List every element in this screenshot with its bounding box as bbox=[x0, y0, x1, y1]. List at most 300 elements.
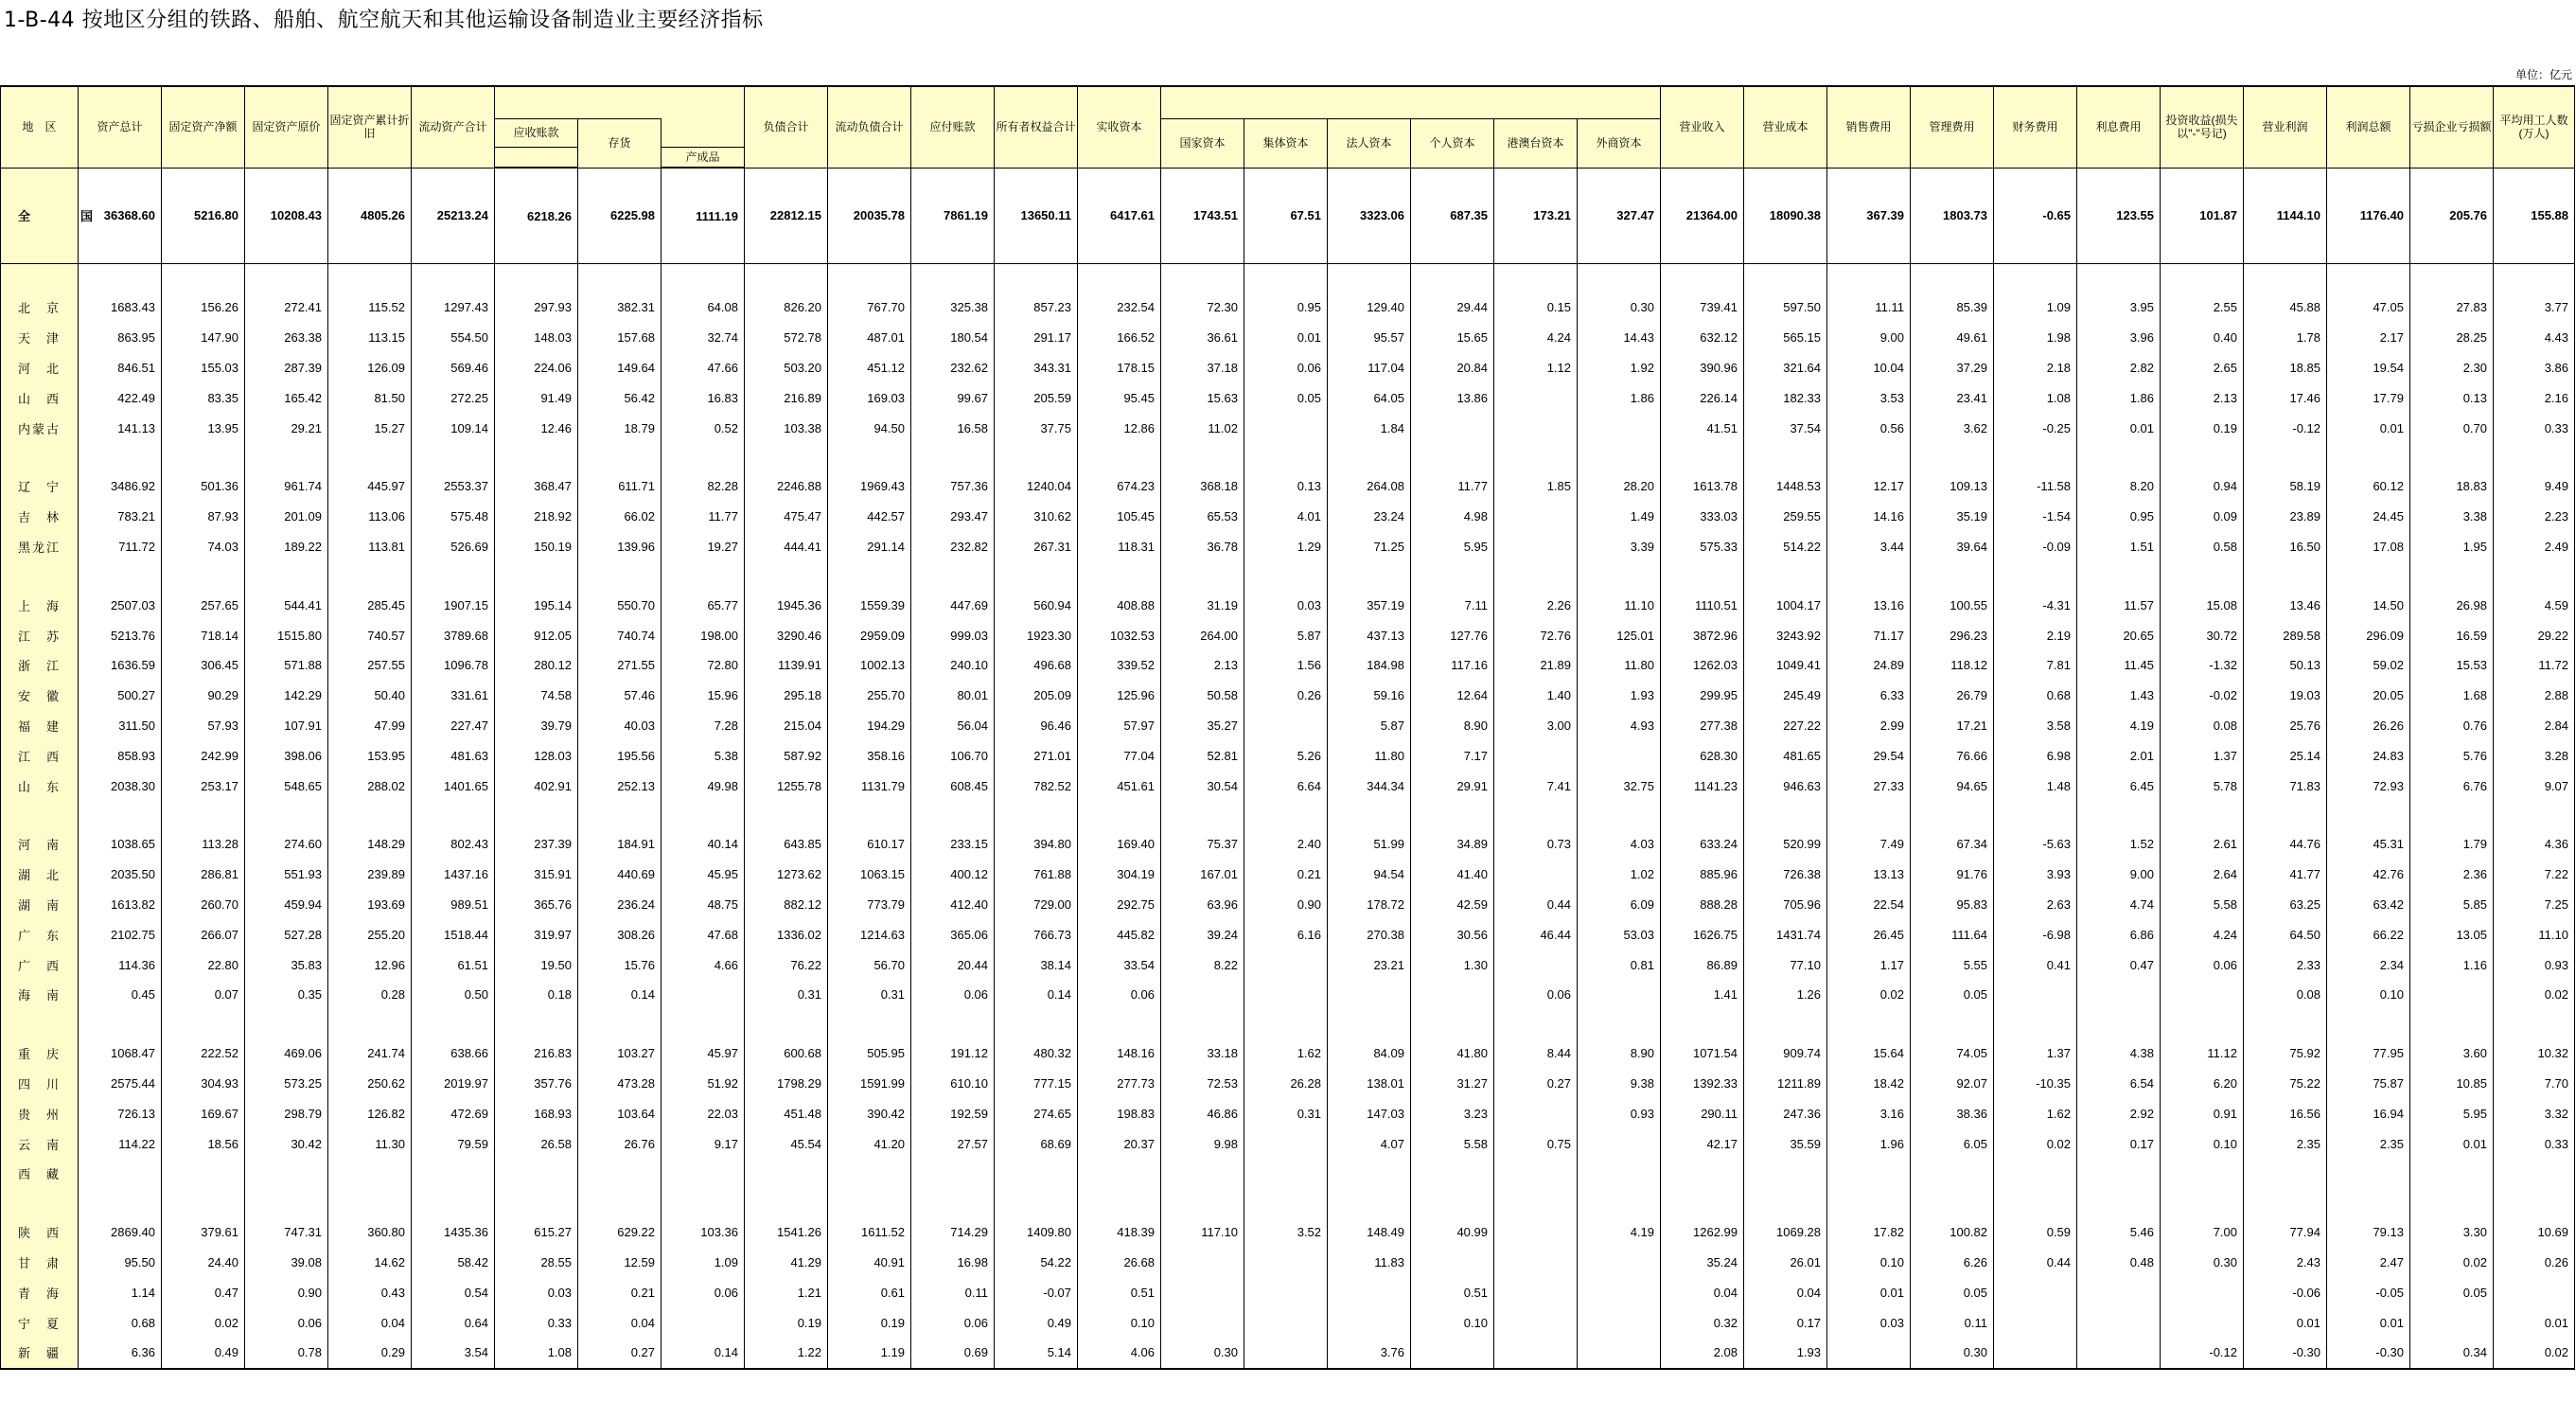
cell-c15: 0.13 bbox=[1244, 471, 1328, 502]
cell-c19: 4.19 bbox=[1578, 1217, 1661, 1248]
cell-c25: 0.48 bbox=[2077, 1248, 2161, 1278]
cell-c2 bbox=[162, 1159, 245, 1189]
cell-c5: 25213.24 bbox=[412, 168, 495, 264]
cell-c28: 2.34 bbox=[2327, 949, 2410, 980]
cell-c17: 0.51 bbox=[1411, 1277, 1494, 1307]
cell-c3: 0.90 bbox=[245, 1277, 328, 1307]
cell-c14: 72.53 bbox=[1161, 1069, 1244, 1099]
cell-c4: 239.89 bbox=[328, 860, 412, 890]
cell-c11: 232.82 bbox=[911, 532, 995, 562]
cell-c14: 30.54 bbox=[1161, 771, 1244, 801]
region-name: 安 徽 bbox=[1, 681, 79, 711]
cell-c24: 6.98 bbox=[1994, 740, 2077, 771]
cell-c15 bbox=[1244, 949, 1328, 980]
cell-c27: 0.01 bbox=[2244, 1307, 2327, 1338]
cell-c7: 56.42 bbox=[578, 382, 662, 413]
cell-c5: 61.51 bbox=[412, 949, 495, 980]
cell-c1: 2575.44 bbox=[79, 1069, 162, 1099]
cell-c25: 123.55 bbox=[2077, 168, 2161, 264]
cell-c7: 740.74 bbox=[578, 620, 662, 650]
cell-c2: 83.35 bbox=[162, 382, 245, 413]
cell-c10 bbox=[828, 1159, 911, 1189]
cell-c23: 49.61 bbox=[1911, 323, 1994, 353]
cell-c15 bbox=[1244, 1307, 1328, 1338]
spacer-row bbox=[1, 1010, 2575, 1038]
cell-c4: 193.69 bbox=[328, 890, 412, 920]
cell-c12: 310.62 bbox=[995, 502, 1078, 532]
cell-c18 bbox=[1494, 1248, 1578, 1278]
cell-c17: 1.30 bbox=[1411, 949, 1494, 980]
cell-c7: 57.46 bbox=[578, 681, 662, 711]
cell-c8: 1.09 bbox=[662, 1248, 745, 1278]
cell-c15 bbox=[1244, 1159, 1328, 1189]
cell-c15: 1.29 bbox=[1244, 532, 1328, 562]
cell-c19: 53.03 bbox=[1578, 919, 1661, 949]
cell-c22: 22.54 bbox=[1827, 890, 1911, 920]
cell-c24: 0.68 bbox=[1994, 681, 2077, 711]
table-row bbox=[1, 1128, 2575, 1159]
cell-c18 bbox=[1494, 502, 1578, 532]
cell-c13: 445.82 bbox=[1078, 919, 1161, 949]
cell-c23: 26.79 bbox=[1911, 681, 1994, 711]
cell-c30: 4.59 bbox=[2494, 590, 2575, 620]
cell-c2: 74.03 bbox=[162, 532, 245, 562]
cell-c7: 550.70 bbox=[578, 590, 662, 620]
cell-c3: 1515.80 bbox=[245, 620, 328, 650]
cell-c10: 20035.78 bbox=[828, 168, 911, 264]
cell-c2: 501.36 bbox=[162, 471, 245, 502]
cell-c27: 44.76 bbox=[2244, 829, 2327, 860]
cell-c19 bbox=[1578, 980, 1661, 1010]
cell-c28: 2.47 bbox=[2327, 1248, 2410, 1278]
cell-c2: 13.95 bbox=[162, 413, 245, 443]
cell-c16: 147.03 bbox=[1328, 1098, 1411, 1128]
header-operating-cost: 营业成本 bbox=[1744, 86, 1827, 168]
cell-c3: 189.22 bbox=[245, 532, 328, 562]
cell-c5 bbox=[412, 1159, 495, 1189]
cell-c28: 42.76 bbox=[2327, 860, 2410, 890]
cell-c7: 236.24 bbox=[578, 890, 662, 920]
cell-c16: 264.08 bbox=[1328, 471, 1411, 502]
cell-c11: 233.15 bbox=[911, 829, 995, 860]
cell-c25: 0.17 bbox=[2077, 1128, 2161, 1159]
cell-c21: 1211.89 bbox=[1744, 1069, 1827, 1099]
cell-c22 bbox=[1827, 1159, 1911, 1189]
cell-c13: 169.40 bbox=[1078, 829, 1161, 860]
cell-c20: 888.28 bbox=[1661, 890, 1744, 920]
cell-c21: 1004.17 bbox=[1744, 590, 1827, 620]
cell-c17 bbox=[1411, 413, 1494, 443]
cell-c25: 6.54 bbox=[2077, 1069, 2161, 1099]
cell-c12: 1923.30 bbox=[995, 620, 1078, 650]
cell-c6: 402.91 bbox=[495, 771, 578, 801]
region-name: 广 西 bbox=[1, 949, 79, 980]
cell-c9: 1255.78 bbox=[745, 771, 828, 801]
cell-c11: 0.11 bbox=[911, 1277, 995, 1307]
cell-c23: 17.21 bbox=[1911, 711, 1994, 741]
table-row bbox=[1, 532, 2575, 562]
cell-c9: 882.12 bbox=[745, 890, 828, 920]
cell-c9: 45.54 bbox=[745, 1128, 828, 1159]
header-investment-income: 投资收益(损失以"-"号记) bbox=[2161, 86, 2244, 168]
cell-c27: 41.77 bbox=[2244, 860, 2327, 890]
cell-c7: 66.02 bbox=[578, 502, 662, 532]
cell-c30: 9.07 bbox=[2494, 771, 2575, 801]
cell-c22: 7.49 bbox=[1827, 829, 1911, 860]
cell-c17: 29.44 bbox=[1411, 293, 1494, 323]
cell-c16 bbox=[1328, 1159, 1411, 1189]
table-row bbox=[1, 949, 2575, 980]
cell-c5: 79.59 bbox=[412, 1128, 495, 1159]
header-selling-expenses: 销售费用 bbox=[1827, 86, 1911, 168]
cell-c8: 15.96 bbox=[662, 681, 745, 711]
cell-c26: 0.06 bbox=[2161, 949, 2244, 980]
cell-c14: 39.24 bbox=[1161, 919, 1244, 949]
cell-c17: 7.17 bbox=[1411, 740, 1494, 771]
cell-c21: 18090.38 bbox=[1744, 168, 1827, 264]
header-accounts-payable: 应付账款 bbox=[911, 86, 995, 168]
cell-c7: 308.26 bbox=[578, 919, 662, 949]
cell-c6: 148.03 bbox=[495, 323, 578, 353]
cell-c1: 311.50 bbox=[79, 711, 162, 741]
cell-c10: 194.29 bbox=[828, 711, 911, 741]
cell-c27: 23.89 bbox=[2244, 502, 2327, 532]
table-row bbox=[1, 1338, 2575, 1369]
cell-c23: 6.26 bbox=[1911, 1248, 1994, 1278]
cell-c22: 13.13 bbox=[1827, 860, 1911, 890]
cell-c14: 35.27 bbox=[1161, 711, 1244, 741]
cell-c19: 125.01 bbox=[1578, 620, 1661, 650]
cell-c13: 20.37 bbox=[1078, 1128, 1161, 1159]
cell-c27: 1.78 bbox=[2244, 323, 2327, 353]
cell-c21: 1448.53 bbox=[1744, 471, 1827, 502]
cell-c25: 2.01 bbox=[2077, 740, 2161, 771]
cell-c9: 0.19 bbox=[745, 1307, 828, 1338]
cell-c26: 0.58 bbox=[2161, 532, 2244, 562]
cell-c25: 0.01 bbox=[2077, 413, 2161, 443]
cell-c9: 22812.15 bbox=[745, 168, 828, 264]
cell-c4: 740.57 bbox=[328, 620, 412, 650]
cell-c10: 451.12 bbox=[828, 353, 911, 383]
cell-c27: 2.35 bbox=[2244, 1128, 2327, 1159]
cell-c12: 0.14 bbox=[995, 980, 1078, 1010]
cell-c17: 127.76 bbox=[1411, 620, 1494, 650]
cell-c28: 0.10 bbox=[2327, 980, 2410, 1010]
cell-c26: 0.09 bbox=[2161, 502, 2244, 532]
cell-c20 bbox=[1661, 1159, 1744, 1189]
cell-c10: 773.79 bbox=[828, 890, 911, 920]
cell-c30: 2.84 bbox=[2494, 711, 2575, 741]
cell-c14: 63.96 bbox=[1161, 890, 1244, 920]
cell-c22: 0.03 bbox=[1827, 1307, 1911, 1338]
cell-c9: 295.18 bbox=[745, 681, 828, 711]
cell-c9: 451.48 bbox=[745, 1098, 828, 1128]
cell-c19 bbox=[1578, 1307, 1661, 1338]
region-name: 陕 西 bbox=[1, 1217, 79, 1248]
cell-c20: 86.89 bbox=[1661, 949, 1744, 980]
cell-c25: 8.20 bbox=[2077, 471, 2161, 502]
cell-c3: 263.38 bbox=[245, 323, 328, 353]
cell-c14: 75.37 bbox=[1161, 829, 1244, 860]
cell-c23: 1803.73 bbox=[1911, 168, 1994, 264]
cell-c5: 331.61 bbox=[412, 681, 495, 711]
cell-c18: 0.06 bbox=[1494, 980, 1578, 1010]
cell-c17: 40.99 bbox=[1411, 1217, 1494, 1248]
cell-c28: 17.08 bbox=[2327, 532, 2410, 562]
cell-c7: 26.76 bbox=[578, 1128, 662, 1159]
cell-c2: 24.40 bbox=[162, 1248, 245, 1278]
cell-c14: 0.30 bbox=[1161, 1338, 1244, 1369]
cell-c16: 148.49 bbox=[1328, 1217, 1411, 1248]
cell-c4: 12.96 bbox=[328, 949, 412, 980]
cell-c11: 325.38 bbox=[911, 293, 995, 323]
cell-c22: 15.64 bbox=[1827, 1038, 1911, 1069]
cell-c1: 2102.75 bbox=[79, 919, 162, 949]
cell-c30: 11.72 bbox=[2494, 650, 2575, 681]
cell-c17 bbox=[1411, 1248, 1494, 1278]
cell-c19: 4.93 bbox=[1578, 711, 1661, 741]
cell-c29 bbox=[2410, 1307, 2494, 1338]
cell-c26 bbox=[2161, 1277, 2244, 1307]
cell-c18: 1.85 bbox=[1494, 471, 1578, 502]
cell-c24 bbox=[1994, 1338, 2077, 1369]
cell-c8: 65.77 bbox=[662, 590, 745, 620]
cell-c25: 1.43 bbox=[2077, 681, 2161, 711]
cell-c23: 111.64 bbox=[1911, 919, 1994, 949]
cell-c27: 16.50 bbox=[2244, 532, 2327, 562]
cell-c19: 9.38 bbox=[1578, 1069, 1661, 1099]
cell-c30: 4.43 bbox=[2494, 323, 2575, 353]
cell-c9: 103.38 bbox=[745, 413, 828, 443]
cell-c4: 14.62 bbox=[328, 1248, 412, 1278]
cell-c29: 1.79 bbox=[2410, 829, 2494, 860]
cell-c27: 18.85 bbox=[2244, 353, 2327, 383]
cell-c9: 76.22 bbox=[745, 949, 828, 980]
cell-c5: 989.51 bbox=[412, 890, 495, 920]
cell-c11: 412.40 bbox=[911, 890, 995, 920]
cell-c23: 0.11 bbox=[1911, 1307, 1994, 1338]
cell-c9: 826.20 bbox=[745, 293, 828, 323]
cell-c4: 257.55 bbox=[328, 650, 412, 681]
cell-c10: 1131.79 bbox=[828, 771, 911, 801]
cell-c13: 26.68 bbox=[1078, 1248, 1161, 1278]
cell-c11: 180.54 bbox=[911, 323, 995, 353]
cell-c16: 3323.06 bbox=[1328, 168, 1411, 264]
cell-c18 bbox=[1494, 1277, 1578, 1307]
cell-c18: 46.44 bbox=[1494, 919, 1578, 949]
cell-c8: 32.74 bbox=[662, 323, 745, 353]
cell-c9: 1541.26 bbox=[745, 1217, 828, 1248]
cell-c19: 28.20 bbox=[1578, 471, 1661, 502]
cell-c12: 560.94 bbox=[995, 590, 1078, 620]
statistics-table bbox=[0, 85, 2575, 1370]
cell-c5: 3.54 bbox=[412, 1338, 495, 1369]
cell-c1: 711.72 bbox=[79, 532, 162, 562]
cell-c13: 118.31 bbox=[1078, 532, 1161, 562]
cell-c24: 1.09 bbox=[1994, 293, 2077, 323]
table-row bbox=[1, 681, 2575, 711]
cell-c29: 5.76 bbox=[2410, 740, 2494, 771]
cell-c30: 10.32 bbox=[2494, 1038, 2575, 1069]
cell-c21: 514.22 bbox=[1744, 532, 1827, 562]
cell-c7: 0.14 bbox=[578, 980, 662, 1010]
cell-c2: 0.02 bbox=[162, 1307, 245, 1338]
cell-c20: 632.12 bbox=[1661, 323, 1744, 353]
cell-c12: 480.32 bbox=[995, 1038, 1078, 1069]
cell-c8 bbox=[662, 980, 745, 1010]
cell-c11: 610.10 bbox=[911, 1069, 995, 1099]
cell-c22: 29.54 bbox=[1827, 740, 1911, 771]
cell-c21: 1069.28 bbox=[1744, 1217, 1827, 1248]
cell-c14: 2.13 bbox=[1161, 650, 1244, 681]
cell-c1 bbox=[79, 1159, 162, 1189]
cell-c26: 0.91 bbox=[2161, 1098, 2244, 1128]
cell-c4: 113.81 bbox=[328, 532, 412, 562]
cell-c14 bbox=[1161, 1248, 1244, 1278]
cell-c22: 24.89 bbox=[1827, 650, 1911, 681]
cell-c12: 37.75 bbox=[995, 413, 1078, 443]
cell-c16: 437.13 bbox=[1328, 620, 1411, 650]
cell-c29: 1.68 bbox=[2410, 681, 2494, 711]
region-name: 吉 林 bbox=[1, 502, 79, 532]
cell-c13: 148.16 bbox=[1078, 1038, 1161, 1069]
cell-c1: 846.51 bbox=[79, 353, 162, 383]
cell-c10: 255.70 bbox=[828, 681, 911, 711]
cell-c17: 41.80 bbox=[1411, 1038, 1494, 1069]
cell-c18: 1.12 bbox=[1494, 353, 1578, 383]
cell-c17: 15.65 bbox=[1411, 323, 1494, 353]
cell-c29: 2.30 bbox=[2410, 353, 2494, 383]
cell-c27: -0.12 bbox=[2244, 413, 2327, 443]
cell-c18 bbox=[1494, 1338, 1578, 1369]
cell-c11: 191.12 bbox=[911, 1038, 995, 1069]
cell-c26 bbox=[2161, 1307, 2244, 1338]
cell-c13: 0.51 bbox=[1078, 1277, 1161, 1307]
cell-c6: 216.83 bbox=[495, 1038, 578, 1069]
cell-c12: 782.52 bbox=[995, 771, 1078, 801]
cell-c29: 5.85 bbox=[2410, 890, 2494, 920]
cell-c5: 2553.37 bbox=[412, 471, 495, 502]
header-admin-expenses: 管理费用 bbox=[1911, 86, 1994, 168]
region-name: 宁 夏 bbox=[1, 1307, 79, 1338]
cell-c20: 1262.03 bbox=[1661, 650, 1744, 681]
cell-c21: 705.96 bbox=[1744, 890, 1827, 920]
cell-c23: 3.62 bbox=[1911, 413, 1994, 443]
cell-c8: 198.00 bbox=[662, 620, 745, 650]
cell-c8: 47.66 bbox=[662, 353, 745, 383]
cell-c29 bbox=[2410, 1159, 2494, 1189]
cell-c21: 1431.74 bbox=[1744, 919, 1827, 949]
cell-c20: 1141.23 bbox=[1661, 771, 1744, 801]
cell-c12: 729.00 bbox=[995, 890, 1078, 920]
cell-c1: 114.22 bbox=[79, 1128, 162, 1159]
cell-c21: 1.93 bbox=[1744, 1338, 1827, 1369]
cell-c1: 1613.82 bbox=[79, 890, 162, 920]
cell-c19 bbox=[1578, 1128, 1661, 1159]
cell-c18: 7.41 bbox=[1494, 771, 1578, 801]
cell-c26: 0.10 bbox=[2161, 1128, 2244, 1159]
cell-c15: 4.01 bbox=[1244, 502, 1328, 532]
table-body bbox=[1, 168, 2575, 1369]
cell-c25: 2.92 bbox=[2077, 1098, 2161, 1128]
cell-c2: 18.56 bbox=[162, 1128, 245, 1159]
cell-c21: 245.49 bbox=[1744, 681, 1827, 711]
cell-c20: 0.04 bbox=[1661, 1277, 1744, 1307]
cell-c28: 0.01 bbox=[2327, 413, 2410, 443]
cell-c18 bbox=[1494, 740, 1578, 771]
cell-c21: 321.64 bbox=[1744, 353, 1827, 383]
page-title: 1-B-44 按地区分组的铁路、船舶、航空航天和其他运输设备制造业主要经济指标 bbox=[4, 9, 764, 32]
cell-c1: 0.68 bbox=[79, 1307, 162, 1338]
cell-c21: 1049.41 bbox=[1744, 650, 1827, 681]
cell-c29: 3.30 bbox=[2410, 1217, 2494, 1248]
cell-c27: 2.43 bbox=[2244, 1248, 2327, 1278]
cell-c16: 71.25 bbox=[1328, 532, 1411, 562]
cell-c2: 257.65 bbox=[162, 590, 245, 620]
cell-c2: 169.67 bbox=[162, 1098, 245, 1128]
cell-c11: 365.06 bbox=[911, 919, 995, 949]
cell-c10: 1.19 bbox=[828, 1338, 911, 1369]
cell-c30: 0.01 bbox=[2494, 1307, 2575, 1338]
cell-c2: 379.61 bbox=[162, 1217, 245, 1248]
cell-c24: -1.54 bbox=[1994, 502, 2077, 532]
cell-c12: 274.65 bbox=[995, 1098, 1078, 1128]
cell-c25: 4.74 bbox=[2077, 890, 2161, 920]
cell-c3: 573.25 bbox=[245, 1069, 328, 1099]
region-name: 河 南 bbox=[1, 829, 79, 860]
cell-c25: 2.82 bbox=[2077, 353, 2161, 383]
cell-c3: 527.28 bbox=[245, 919, 328, 949]
cell-c6: 615.27 bbox=[495, 1217, 578, 1248]
cell-c28: 66.22 bbox=[2327, 919, 2410, 949]
cell-c30: 2.16 bbox=[2494, 382, 2575, 413]
cell-c27: 77.94 bbox=[2244, 1217, 2327, 1248]
cell-c5: 1096.78 bbox=[412, 650, 495, 681]
cell-c17: 29.91 bbox=[1411, 771, 1494, 801]
region-name: 重 庆 bbox=[1, 1038, 79, 1069]
cell-c12: 1240.04 bbox=[995, 471, 1078, 502]
cell-c16: 23.24 bbox=[1328, 502, 1411, 532]
cell-c24: 1.08 bbox=[1994, 382, 2077, 413]
cell-c27: 19.03 bbox=[2244, 681, 2327, 711]
table-row bbox=[1, 1038, 2575, 1069]
cell-c24: 0.02 bbox=[1994, 1128, 2077, 1159]
cell-c30: 0.02 bbox=[2494, 980, 2575, 1010]
region-name: 辽 宁 bbox=[1, 471, 79, 502]
cell-c26: 30.72 bbox=[2161, 620, 2244, 650]
cell-c16: 94.54 bbox=[1328, 860, 1411, 890]
cell-c28: 60.12 bbox=[2327, 471, 2410, 502]
cell-c11: 56.04 bbox=[911, 711, 995, 741]
cell-c25 bbox=[2077, 1307, 2161, 1338]
cell-c16 bbox=[1328, 980, 1411, 1010]
cell-c9: 1273.62 bbox=[745, 860, 828, 890]
cell-c14: 50.58 bbox=[1161, 681, 1244, 711]
table-row bbox=[1, 353, 2575, 383]
cell-c12: -0.07 bbox=[995, 1277, 1078, 1307]
cell-c11: 232.62 bbox=[911, 353, 995, 383]
cell-c19: 0.93 bbox=[1578, 1098, 1661, 1128]
cell-c24: 1.62 bbox=[1994, 1098, 2077, 1128]
cell-c4: 445.97 bbox=[328, 471, 412, 502]
header-blank-4 bbox=[495, 147, 578, 168]
cell-c18 bbox=[1494, 860, 1578, 890]
spacer-row bbox=[1, 443, 2575, 471]
region-name: 上 海 bbox=[1, 590, 79, 620]
cell-c14 bbox=[1161, 980, 1244, 1010]
cell-c30: 0.02 bbox=[2494, 1338, 2575, 1369]
cell-c27: 17.46 bbox=[2244, 382, 2327, 413]
